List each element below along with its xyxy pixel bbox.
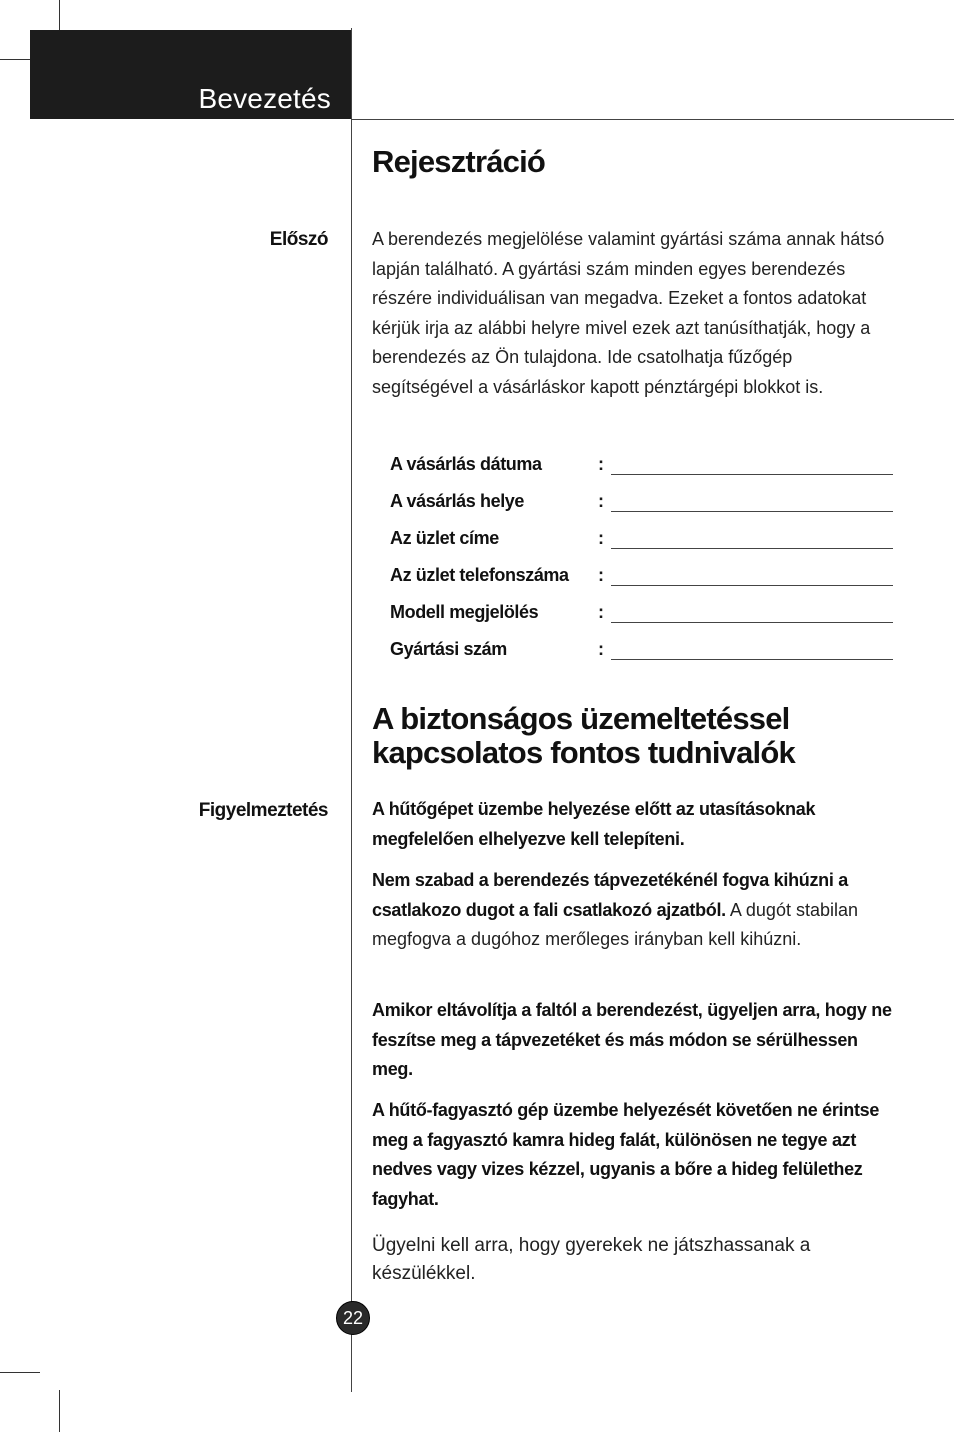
fill-in-line xyxy=(611,548,893,549)
column-divider xyxy=(351,28,352,1392)
form-label: A vásárlás helye xyxy=(390,491,525,511)
page-number: 22 xyxy=(336,1301,370,1335)
form-label: A vásárlás dátuma xyxy=(390,454,542,474)
registration-title: Rejesztráció xyxy=(372,144,546,179)
crop-mark xyxy=(59,1390,60,1432)
form-label: Az üzlet címe xyxy=(390,528,499,548)
form-row-model xyxy=(390,599,893,636)
fill-in-line xyxy=(611,659,893,660)
safety-title-line2: kapcsolatos fontos tudnivalók xyxy=(372,735,795,770)
header-rule xyxy=(351,119,954,120)
safety-paragraph-1: A hűtőgépet üzembe helyezése előtt az utasításoknak megfelelően elhelyezve kell telepíteni. xyxy=(372,799,816,849)
fill-in-line xyxy=(611,622,893,623)
form-label: Modell megjelölés xyxy=(390,602,539,622)
form-row-serial xyxy=(390,636,893,673)
fill-in-line xyxy=(611,474,893,475)
form-colon: : xyxy=(598,528,604,548)
crop-mark xyxy=(59,0,60,30)
crop-mark xyxy=(0,1372,40,1373)
safety-paragraph-5: Ügyelni kell arra, hogy gyerekek ne játszhassanak a készülékkel. xyxy=(372,1235,811,1284)
form-row-purchase-date xyxy=(390,451,893,488)
form-label: Az üzlet telefonszáma xyxy=(390,565,569,585)
form-colon: : xyxy=(598,454,604,474)
fill-in-line xyxy=(611,511,893,512)
form-colon: : xyxy=(598,565,604,585)
safety-paragraph-3: Amikor eltávolítja a faltól a berendezést, ügyeljen arra, hogy ne feszítse meg a tápvezetéket és más módon se sérülhessen meg. xyxy=(372,1000,892,1079)
safety-paragraph-2-normal: A dugót stabilan megfogva a dugóhoz merőleges irányban kell kihúzni. xyxy=(372,899,858,949)
foreword-label: Előszó xyxy=(269,229,328,250)
crop-mark xyxy=(0,59,30,60)
form-label: Gyártási szám xyxy=(390,639,507,659)
registration-paragraph: A berendezés megjelölése valamint gyártási száma annak hátsó lapján található. A gyártási szám minden egyes berendezés részére individuálisan van megadva. Ezeket a fontos adatokat kérjük irja az alábbi helyre mivel ezek azt tanúsíthatják, hogy a berendezés az Ön tulajdona. Ide csatolhatja fűzőgép segítségével a vásárláskor kapott pénztárgépi blokkot is. xyxy=(372,229,885,397)
form-colon: : xyxy=(598,491,604,511)
registration-form xyxy=(390,451,893,673)
section-title: Bevezetés xyxy=(198,83,331,114)
form-colon: : xyxy=(598,639,604,659)
form-row-purchase-place xyxy=(390,488,893,525)
form-colon: : xyxy=(598,602,604,622)
fill-in-line xyxy=(611,585,893,586)
safety-title-line1: A biztonságos üzemeltetéssel xyxy=(372,701,790,736)
safety-paragraph-4: A hűtő-fagyasztó gép üzembe helyezését követően ne érintse meg a fagyasztó kamra hideg falát, különösen ne tegye azt nedves vagy vizes kézzel, ugyanis a bőre a hideg felülethez fagyhat. xyxy=(372,1100,880,1209)
form-row-shop-phone xyxy=(390,562,893,599)
safety-paragraph-2 xyxy=(372,866,892,955)
warning-label: Figyelmeztetés xyxy=(198,800,328,821)
safety-paragraph-2-bold: Nem szabad a berendezés tápvezetékénél fogva kihúzni a csatlakozo dugot a fali csatlakozó ajzatból. xyxy=(372,870,848,920)
form-row-shop-address xyxy=(390,525,893,562)
section-header xyxy=(30,30,351,119)
